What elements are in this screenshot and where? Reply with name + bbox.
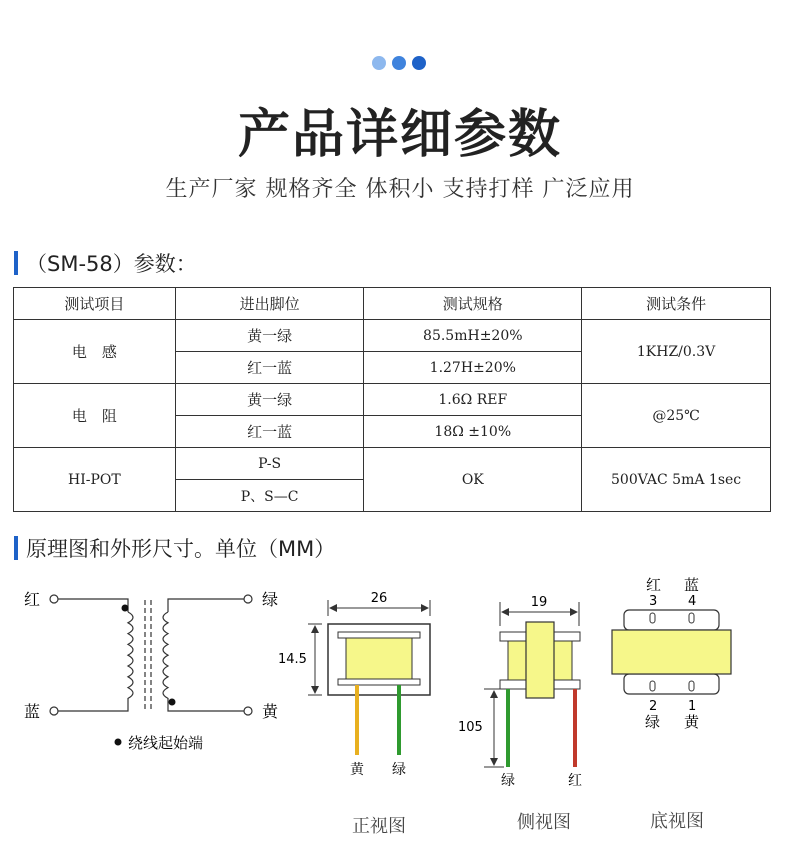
table-row [14,448,771,480]
front-view-caption: 正视图 [352,816,406,837]
column-header: 测试项目 [14,288,176,320]
secondary-wire [168,599,244,711]
heading-accent-bar [14,536,18,560]
side-view [458,595,582,833]
terminal-icon [244,707,252,715]
pin-number: 3 [649,594,658,609]
pin-icon [650,681,655,691]
condition-cell: 1KHZ/0.3V [582,320,771,384]
pin-cell: 红一蓝 [175,416,364,448]
dot-icon [412,56,426,70]
primary-wire [58,599,128,711]
decorative-dots [372,56,426,70]
front-height-dim: 14.5 [278,652,307,667]
front-lead-right-label: 绿 [392,762,406,778]
side-view-caption: 侧视图 [517,812,571,833]
heading-accent-bar [14,251,18,275]
condition-cell: @25℃ [582,384,771,448]
spec-cell: 1.6Ω REF [364,384,582,416]
table-row [14,320,771,352]
secondary-coil-icon [163,612,168,698]
pin-cell: 黄一绿 [175,320,364,352]
legend-dot-icon [115,739,122,746]
terminal-icon [244,595,252,603]
test-item-cell: 电 阻 [14,384,176,448]
primary-coil-icon [128,612,133,698]
pin-number: 2 [649,699,658,714]
coil-body [346,638,412,679]
side-lead-right-label: 红 [568,773,582,789]
lead-wire-green [506,689,510,767]
schematic-label-bottom-right: 黄 [262,702,279,721]
bottom-bottom-label: 绿 [645,713,661,731]
pin-cell: P-S [175,448,364,480]
front-lead-left-label: 黄 [350,762,364,778]
schematic-legend: 绕线起始端 [128,734,204,752]
column-header: 进出脚位 [175,288,364,320]
schematic [24,590,279,752]
front-width-dim: 26 [370,591,388,606]
spec-cell: 1.27H±20% [364,352,582,384]
bottom-view [612,576,731,832]
pin-cell: 红一蓝 [175,352,364,384]
lead-wire-green [397,685,401,755]
column-header: 测试规格 [364,288,582,320]
front-view [278,591,430,837]
pin-number: 4 [688,594,697,609]
spec-cell: 18Ω ±10% [364,416,582,448]
params-table [13,287,771,512]
coil-body [612,630,731,674]
diagram-heading [14,533,335,563]
spec-cell: OK [364,448,582,512]
side-lead-dim: 105 [458,720,483,735]
diagram-area [0,560,800,866]
side-width-dim: 19 [530,595,548,610]
pin-icon [689,613,694,623]
params-heading [14,248,197,278]
dot-icon [392,56,406,70]
table-header-row [14,288,771,320]
condition-cell: 500VAC 5mA 1sec [582,448,771,512]
test-item-cell: 电 感 [14,320,176,384]
table-row [14,384,771,416]
pin-icon [689,681,694,691]
bottom-bottom-label: 黄 [684,713,700,731]
diagram-heading-text: 原理图和外形尺寸。单位（MM） [26,537,336,561]
bottom-top-label: 蓝 [684,576,700,594]
schematic-label-top-right: 绿 [262,590,279,609]
side-lead-left-label: 绿 [501,773,515,789]
pin-cell: P、S—C [175,480,364,512]
params-heading-text: （SM-58）参数： [26,252,197,276]
start-dot-icon [169,699,176,706]
test-item-cell: HI-POT [14,448,176,512]
terminal-icon [50,707,58,715]
page-subtitle: 生产厂家 规格齐全 体积小 支持打样 广泛应用 [165,177,635,202]
lead-wire-red [573,689,577,767]
pin-number: 1 [688,699,697,714]
start-dot-icon [122,605,129,612]
core-block [526,622,554,698]
bottom-top-label: 红 [646,576,662,594]
spec-cell: 85.5mH±20% [364,320,582,352]
page-title: 产品详细参数 [237,105,562,165]
dot-icon [372,56,386,70]
pin-cell: 黄一绿 [175,384,364,416]
bottom-view-caption: 底视图 [650,811,704,832]
schematic-label-bottom-left: 蓝 [24,702,41,721]
lead-wire-yellow [355,685,359,755]
schematic-label-top-left: 红 [24,590,41,609]
terminal-icon [50,595,58,603]
pin-icon [650,613,655,623]
column-header: 测试条件 [582,288,771,320]
